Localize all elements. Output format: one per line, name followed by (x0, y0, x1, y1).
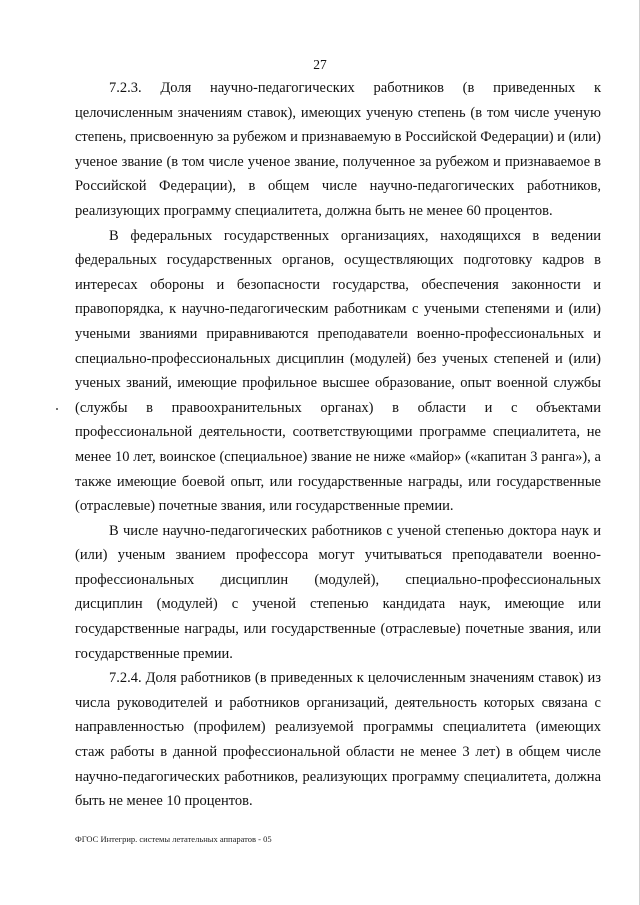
paragraph-7-2-4: 7.2.4. Доля работников (в приведенных к целочисленным значениям ставок) из числа руководителей и работников организаций, деятельность которых связана с направленностью (профилем) реализуемой программы специалитета (имеющих стаж работы в данной профессиональной области не менее 3 лет) в общем числе научно-педагогических работников, реализующих программу специалитета, должна быть не менее 10 процентов. (75, 670, 601, 810)
scan-speck (56, 408, 58, 410)
document-footer: ФГОС Интегрир. системы летательных аппаратов - 05 (75, 834, 272, 844)
paragraph-doctors-professors: В числе научно-педагогических работников с ученой степенью доктора наук и (или) ученым званием профессора могут учитываться преподаватели военно-профессиональных дисциплин (модулей), специально-профессиональных дисциплин (модулей) с ученой степенью кандидата наук, имеющие или государственные награды, или государственные (отраслевые) почетные звания, или государственные премии. (75, 522, 601, 662)
paragraph-7-2-3: 7.2.3. Доля научно-педагогических работников (в приведенных к целочисленным значениям ставок), имеющих ученую степень (в том числе ученую степень, присвоенную за рубежом и признаваемую в Российской Федерации) и (или) ученое звание (в том числе ученое звание, полученное за рубежом и признаваемое в Российской Федерации), в общем числе научно-педагогических работников, реализующих программу специалитета, должна быть не менее 60 процентов. (75, 80, 601, 219)
page-number: 27 (313, 57, 327, 72)
paragraph-federal-organizations: В федеральных государственных организациях, находящихся в ведении федеральных государственных органов, осуществляющих подготовку кадров в интересах обороны и безопасности государства, обеспечения законности и правопорядка, к научно-педагогическим работникам с учеными степенями и (или) учеными званиями приравниваются преподаватели военно-профессиональных и специально-профессиональных дисциплин (модулей) без ученых степеней и (или) ученых званий, имеющие профильное высшее образование, опыт военной службы (службы в правоохранительных органах) в области и с объектами профессиональной деятельности, соответствующими программе специалитета, не менее 10 лет, воинское (специальное) звание не ниже «майор» («капитан 3 ранга»), а также имеющие боевой опыт, или государственные награды, или государственные (отраслевые) почетные звания, или государственные премии. (75, 227, 601, 515)
document-body (75, 76, 601, 814)
